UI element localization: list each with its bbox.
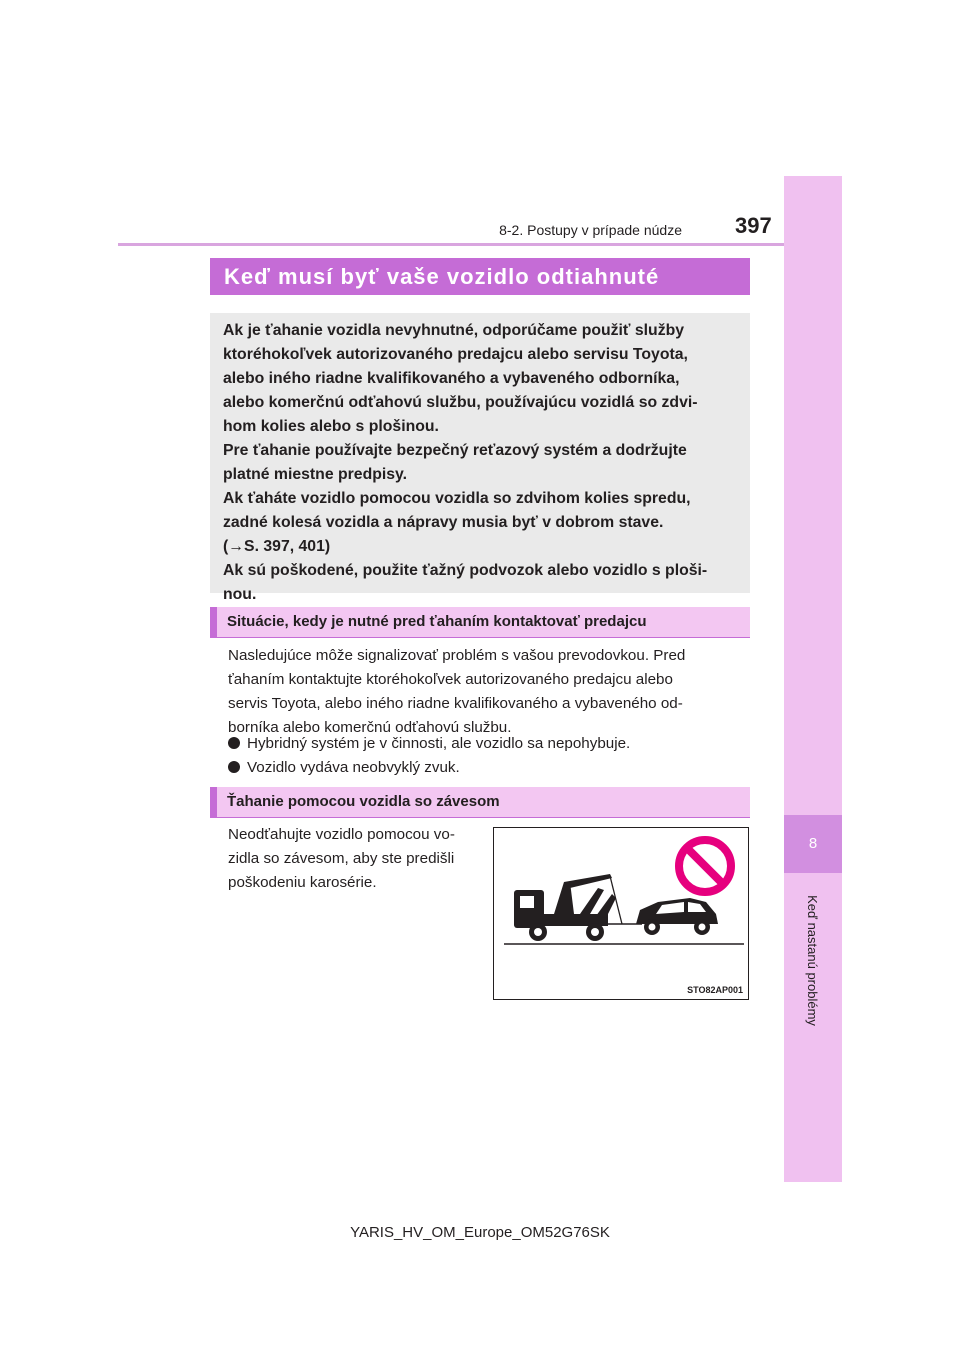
intro-line: platné miestne predpisy.	[223, 466, 408, 483]
intro-line: ktoréhokoľvek autorizovaného predajcu alebo servisu Toyota,	[223, 346, 688, 363]
subheading-accent	[210, 787, 217, 817]
intro-line: nou.	[223, 586, 257, 603]
chapter-number: 8	[808, 835, 818, 852]
subheading-text: Situácie, kedy je nutné pred ťahaním kontaktovať predajcu	[227, 613, 647, 630]
list-item	[228, 732, 630, 756]
page-title-bar	[210, 258, 750, 295]
subheading-underline	[210, 637, 750, 638]
sling-tow-paragraph	[228, 823, 478, 895]
paragraph-line: zidla so závesom, aby ste predišli	[228, 850, 455, 867]
bullet-icon	[228, 761, 240, 773]
intro-line: alebo iného riadne kvalifikovaného a vybaveného odborníka,	[223, 370, 680, 387]
paragraph-line: poškodeniu karosérie.	[228, 874, 377, 891]
section-heading: 8-2. Postupy v prípade núdze	[499, 222, 682, 238]
chapter-label: Keď nastanú problémy	[804, 894, 820, 1026]
paragraph-line: servis Toyota, alebo iného riadne kvalifikovaného a vybaveného od-	[228, 695, 683, 712]
paragraph-line: Neodťahujte vozidlo pomocou vo-	[228, 826, 455, 843]
subheading-contact-dealer	[210, 607, 750, 637]
subheading-underline	[210, 817, 750, 818]
page-title: Keď musí byť vaše vozidlo odtiahnuté	[224, 264, 660, 289]
paragraph-line: ťahaním kontaktujte ktoréhokoľvek autorizovaného predajcu alebo	[228, 671, 673, 688]
sling-tow-prohibited-illustration	[493, 827, 749, 1000]
intro-line: Ak sú poškodené, použite ťažný podvozok alebo vozidlo s ploši-	[223, 562, 708, 579]
list-item-text: Vozidlo vydáva neobvyklý zvuk.	[247, 759, 460, 776]
intro-box	[210, 313, 750, 603]
chapter-label-box	[782, 880, 842, 1040]
page-reference: (→S. 397, 401)	[223, 538, 331, 555]
intro-line: Ak ťaháte vozidlo pomocou vozidla so zdvihom kolies spredu,	[223, 490, 691, 507]
intro-line: zadné kolesá vozidla a nápravy musia byť v dobrom stave.	[223, 514, 664, 531]
prohibited-icon	[679, 840, 731, 892]
subheading-sling-tow	[210, 787, 750, 817]
subheading-text: Ťahanie pomocou vozidla so závesom	[227, 793, 500, 810]
intro-line: alebo komerčnú odťahovú službu, používajúcu vozidlá so zdvi-	[223, 394, 698, 411]
illustration-code: STO82AP001	[687, 985, 743, 995]
bullet-icon	[228, 737, 240, 749]
document-footer-code: YARIS_HV_OM_Europe_OM52G76SK	[350, 1224, 610, 1241]
list-item-text: Hybridný systém je v činnosti, ale vozidlo sa nepohybuje.	[247, 735, 631, 752]
subheading-accent	[210, 607, 217, 637]
chapter-number-box	[784, 815, 842, 873]
page-number: 397	[735, 213, 772, 238]
tow-truck-drawing	[494, 828, 748, 999]
paragraph-line: borníka alebo komerčnú odťahovú službu.	[228, 719, 512, 736]
intro-line: Ak je ťahanie vozidla nevyhnutné, odporúčame použiť služby	[223, 322, 685, 339]
intro-line: hom kolies alebo s plošinou.	[223, 418, 439, 435]
intro-line: Pre ťahanie používajte bezpečný reťazový systém a dodržujte	[223, 442, 687, 459]
paragraph-line: Nasledujúce môže signalizovať problém s vašou prevodovkou. Pred	[228, 647, 686, 664]
contact-dealer-paragraph	[228, 644, 744, 740]
header-divider	[118, 243, 784, 246]
list-item	[228, 756, 460, 780]
